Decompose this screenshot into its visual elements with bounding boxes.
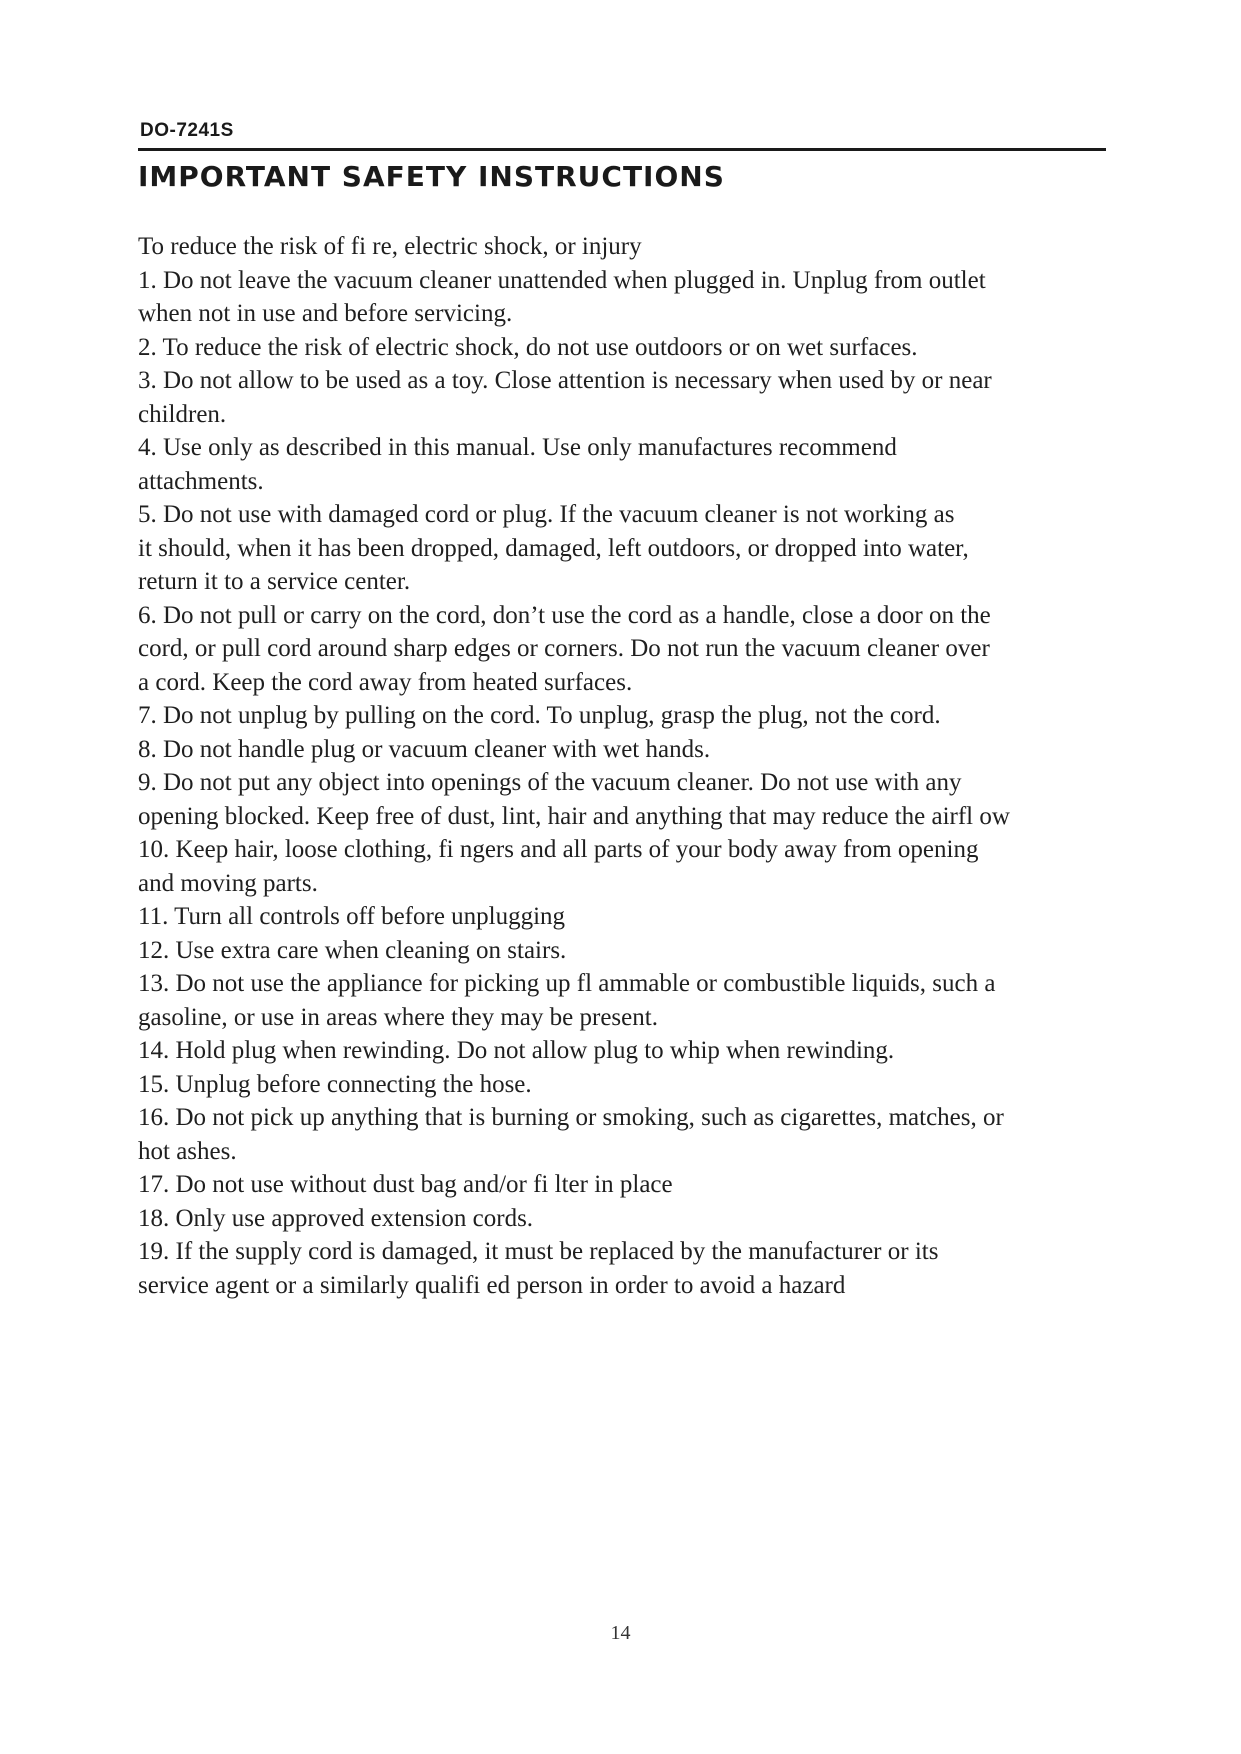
instruction-line: 1. Do not leave the vacuum cleaner unattended when plugged in. Unplug from outlet	[138, 266, 986, 294]
instruction-line: 2. To reduce the risk of electric shock, do not use outdoors or on wet surfaces.	[138, 333, 918, 361]
instruction-line: service agent or a similarly qualifi ed person in order to avoid a hazard	[138, 1271, 846, 1299]
model-number: DO-7241S	[140, 120, 234, 141]
instruction-line: and moving parts.	[138, 869, 318, 897]
instruction-line: 15. Unplug before connecting the hose.	[138, 1070, 532, 1098]
instruction-line: 8. Do not handle plug or vacuum cleaner with wet hands.	[138, 735, 711, 763]
instruction-line: a cord. Keep the cord away from heated surfaces.	[138, 668, 633, 696]
instruction-line: 14. Hold plug when rewinding. Do not allow plug to whip when rewinding.	[138, 1037, 895, 1064]
instruction-line: 11. Turn all controls off before unplugging	[138, 903, 566, 930]
instruction-line: cord, or pull cord around sharp edges or corners. Do not run the vacuum cleaner over	[138, 635, 990, 662]
instruction-line: 19. If the supply cord is damaged, it must be replaced by the manufacturer or its	[138, 1238, 939, 1265]
instruction-line: 7. Do not unplug by pulling on the cord. To unplug, grasp the plug, not the cord.	[138, 702, 941, 729]
instruction-line: 13. Do not use the appliance for picking up fl ammable or combustible liquids, such a	[138, 970, 996, 997]
instruction-line: return it to a service center.	[138, 568, 411, 595]
instruction-line: 6. Do not pull or carry on the cord, don’t use the cord as a handle, close a door on the	[138, 601, 991, 629]
page-title: IMPORTANT SAFETY INSTRUCTIONS	[138, 160, 725, 193]
instruction-line: gasoline, or use in areas where they may be present.	[138, 1003, 658, 1031]
instruction-line: 9. Do not put any object into openings of the vacuum cleaner. Do not use with any	[138, 769, 962, 796]
instruction-line: when not in use and before servicing.	[138, 300, 513, 327]
safety-instructions-text	[138, 230, 1113, 1302]
intro-line: To reduce the risk of fi re, electric shock, or injury	[138, 233, 642, 260]
instruction-line: opening blocked. Keep free of dust, lint, hair and anything that may reduce the airfl ow	[138, 802, 1010, 830]
instruction-line: 17. Do not use without dust bag and/or fi lter in place	[138, 1171, 673, 1198]
instruction-line: 16. Do not pick up anything that is burning or smoking, such as cigarettes, matches, or	[138, 1104, 1004, 1131]
instruction-line: children.	[138, 400, 227, 428]
instruction-line: 12. Use extra care when cleaning on stairs.	[138, 936, 567, 964]
instruction-line: it should, when it has been dropped, damaged, left outdoors, or dropped into water,	[138, 534, 969, 562]
instruction-line: 5. Do not use with damaged cord or plug. If the vacuum cleaner is not working as	[138, 501, 955, 528]
instruction-line: attachments.	[138, 467, 264, 495]
instruction-line: 10. Keep hair, loose clothing, fi ngers and all parts of your body away from opening	[138, 836, 979, 863]
instruction-line: 4. Use only as described in this manual. Use only manufactures recommend	[138, 434, 897, 461]
instruction-line: 3. Do not allow to be used as a toy. Close attention is necessary when used by or near	[138, 367, 992, 394]
instruction-line: 18. Only use approved extension cords.	[138, 1204, 534, 1232]
page-number: 14	[610, 1622, 631, 1644]
instruction-line: hot ashes.	[138, 1137, 237, 1165]
header-divider	[138, 148, 1106, 151]
